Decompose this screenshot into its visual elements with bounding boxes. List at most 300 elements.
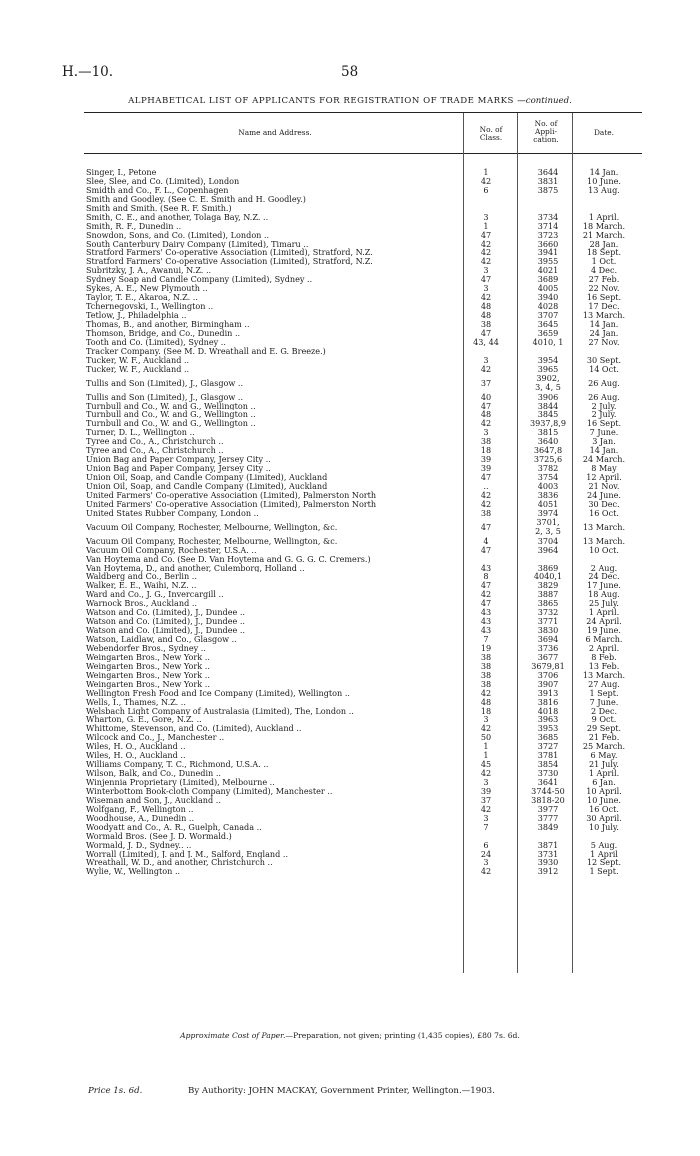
application-date: 24 Dec.	[588, 571, 620, 582]
application-number: 3677	[537, 651, 559, 662]
class-number: 3	[483, 812, 489, 823]
application-date: 17 Dec.	[588, 301, 620, 312]
class-number: 42	[480, 363, 492, 374]
application-date: 18 March.	[582, 220, 626, 231]
application-number: 3644	[537, 167, 559, 177]
application-date: 26 Aug.	[588, 391, 620, 402]
column-header-class	[466, 126, 516, 142]
class-number: 37	[480, 794, 492, 805]
class-number: 38	[480, 660, 492, 671]
class-number: 19	[480, 642, 492, 653]
applicant-name: Wilson, Balk, and Co., Dunedin ..	[86, 769, 221, 779]
applicant-name: Turner, D. L., Wellington ..	[86, 428, 195, 438]
application-number: 3782	[537, 463, 559, 474]
application-date: 27 Feb.	[588, 274, 620, 285]
applicant-name: Turnbull and Co., W. and G., Wellington ..	[86, 419, 256, 429]
application-date: 13 Aug.	[588, 184, 620, 195]
application-number	[524, 374, 572, 393]
class-number: 42	[480, 498, 492, 509]
class-number: 42	[480, 238, 492, 249]
class-number: 1	[483, 750, 489, 761]
class-number: 42	[480, 489, 492, 500]
class-number: 6	[483, 839, 489, 850]
application-number: 3845	[537, 409, 559, 420]
application-date: 14 Oct.	[589, 363, 619, 374]
class-number: 6	[483, 184, 489, 195]
application-number: 3829	[537, 580, 559, 591]
applicant-name: Union Oil, Soap, and Candle Company (Limited), Auckland	[86, 473, 328, 482]
application-number: 3714	[537, 220, 559, 231]
application-date: 13 March.	[582, 669, 626, 680]
applicant-name: Woodhouse, A., Dunedin ..	[86, 813, 195, 823]
application-date: 2 April.	[588, 642, 620, 653]
applicant-name: Tullis and Son (Limited), J., Glasgow ..	[86, 392, 244, 402]
application-date: 8 May	[591, 463, 617, 474]
table-row	[0, 186, 700, 195]
table-row	[0, 365, 700, 374]
printer-authority: By Authority: JOHN MACKAY, Government Printer, Wellington.—1903.	[188, 1086, 495, 1096]
application-number: 3871	[537, 839, 559, 850]
application-number: 3849	[537, 821, 559, 832]
application-date: 10 June.	[587, 794, 621, 805]
application-date: 24 March.	[582, 454, 626, 465]
applicant-name: Taylor, T. E., Akaroa, N.Z. ..	[86, 293, 198, 303]
application-date: 6 May.	[590, 750, 618, 761]
class-number: 3	[483, 283, 489, 294]
application-number-line: 3701,	[536, 516, 560, 527]
applicant-name: Singer, I., Petone	[86, 168, 157, 177]
applicant-name: United States Rubber Company, London ..	[86, 508, 259, 518]
applicant-name: United Farmers' Co-operative Association (Limited), Palmerston North	[86, 499, 377, 509]
application-number: 4018	[537, 705, 559, 716]
application-date: 14 Jan.	[589, 445, 619, 456]
page-title	[0, 96, 700, 106]
class-number: 48	[480, 301, 492, 312]
applicant-name: Vacuum Oil Company, Rochester, Melbourne, Wellington, &c.	[86, 521, 338, 532]
document-id: H.—10.	[62, 64, 114, 80]
class-number: 47	[480, 580, 492, 591]
application-date: 10 July.	[589, 821, 619, 832]
application-number: 3941	[537, 247, 559, 258]
application-number: 3844	[537, 400, 559, 411]
applicant-name: Vacuum Oil Company, Rochester, U.S.A. ..	[86, 545, 257, 555]
class-number: 42	[480, 687, 492, 698]
application-number: 3937,8,9	[529, 418, 567, 429]
applicant-name: Ward and Co., J. G., Invercargill ..	[86, 590, 224, 600]
application-number: 3659	[537, 327, 559, 338]
class-number: 38	[480, 651, 492, 662]
application-date: 10 April.	[586, 785, 622, 796]
class-number: 7	[483, 821, 489, 832]
application-number: 3836	[537, 489, 559, 500]
application-number: 3906	[537, 391, 559, 402]
application-number: 3965	[537, 363, 559, 374]
applicant-name: Stratford Farmers' Co-operative Association (Limited), Stratford, N.Z.	[86, 257, 373, 267]
applicant-name: Tooth and Co. (Limited), Sydney ..	[86, 337, 226, 347]
class-number: 48	[480, 696, 492, 707]
applicant-name: Williams Company, T. C., Richmond, U.S.A. ..	[86, 760, 269, 770]
application-number: 3816	[537, 696, 559, 707]
applicant-name: Winterbottom Book-cloth Company (Limited), Manchester ..	[86, 786, 333, 796]
application-number: 3954	[537, 354, 559, 365]
application-date: 28 Jan.	[589, 238, 619, 249]
applicant-name: Tyree and Co., A., Christchurch ..	[86, 446, 224, 456]
application-date: 27 Nov.	[588, 336, 620, 347]
class-header-line: No. of	[479, 125, 503, 134]
class-number: 39	[480, 463, 492, 474]
application-number: 3660	[537, 238, 559, 249]
application-date: 24 June.	[587, 489, 621, 500]
class-number: 47	[480, 274, 492, 285]
application-number: 3771	[537, 616, 559, 627]
application-number: 3875	[537, 184, 559, 195]
applicant-name: Sykes, A. E., New Plymouth ..	[86, 284, 208, 294]
class-number: 42	[480, 256, 492, 267]
applicant-name: Waldberg and Co., Berlin ..	[86, 572, 197, 582]
applicant-name: Stratford Farmers' Co-operative Association (Limited), Stratford, N.Z.	[86, 248, 373, 258]
applicant-name: Union Bag and Paper Company, Jersey City ..	[86, 464, 271, 474]
application-number: 4003	[537, 480, 559, 491]
cost-label: Approximate Cost of Paper.	[180, 1031, 286, 1040]
applicant-name: Tucker, W. F., Auckland ..	[86, 364, 190, 374]
class-number: 43, 44	[473, 336, 499, 347]
applicant-name: Union Oil, Soap, and Candle Company (Limited), Auckland	[86, 481, 328, 491]
application-date: 30 April.	[586, 812, 622, 823]
applicant-name: Wormald Bros. (See J. D. Wormald.)	[86, 831, 232, 841]
class-header-line: Class.	[479, 133, 503, 143]
class-number: 1	[483, 167, 489, 177]
applicant-name: Tracker Company. (See M. D. Wreathall and E. G. Breeze.)	[86, 346, 326, 356]
application-date: 13 March.	[582, 521, 626, 532]
application-number: 4005	[537, 283, 559, 294]
application-date: 21 Feb.	[588, 732, 620, 743]
applicant-name: Tyree and Co., A., Christchurch ..	[86, 437, 224, 447]
class-number: 47	[480, 521, 492, 532]
class-number: ..	[483, 480, 489, 491]
applicant-name: Vacuum Oil Company, Rochester, Melbourne, Wellington, &c.	[86, 536, 338, 546]
class-number: 4	[483, 535, 489, 546]
application-number: 3913	[537, 687, 559, 698]
applicant-name: Smidth and Co., F. L., Copenhagen	[86, 185, 229, 195]
application-number: 3689	[537, 274, 559, 285]
applicant-name: South Canterbury Dairy Company (Limited), Timaru ..	[86, 239, 309, 249]
class-number: 42	[480, 589, 492, 600]
application-date: 30 Dec.	[588, 498, 620, 509]
application-date: 2 July.	[591, 400, 617, 411]
application-date: 17 June.	[587, 580, 621, 591]
application-number: 3869	[537, 562, 559, 573]
applicant-name: Weingarten Bros., New York ..	[86, 652, 210, 662]
application-date: 14 Jan.	[589, 318, 619, 329]
table-top-rule	[84, 112, 642, 113]
application-number: 3706	[537, 669, 559, 680]
cost-note	[0, 1031, 700, 1040]
application-date: 5 Aug.	[590, 839, 618, 850]
application-number: 3734	[537, 211, 559, 222]
application-date: 29 Sept.	[586, 723, 622, 734]
application-number: 3645	[537, 318, 559, 329]
application-date: 8 Feb.	[591, 651, 617, 662]
application-number: 3854	[537, 759, 559, 770]
class-number: 42	[480, 418, 492, 429]
application-number: 3940	[537, 292, 559, 303]
title-suffix: —continued.	[517, 96, 572, 106]
application-date: 13 March.	[582, 310, 626, 320]
applicant-name: Wharton, G. E., Gore, N.Z. ..	[86, 715, 202, 725]
applicant-name: Wreathall, W. D., and another, Christchurch ..	[86, 858, 273, 868]
class-number: 43	[480, 625, 492, 636]
table-row	[0, 546, 700, 555]
application-date: 1 Sept.	[589, 687, 619, 698]
applicant-name: Tullis and Son (Limited), J., Glasgow ..	[86, 377, 244, 388]
application-date: 25 July.	[589, 598, 619, 609]
application-number: 3685	[537, 732, 559, 743]
app-header-line: No. of	[534, 119, 558, 128]
applicant-name: Watson and Co. (Limited), J., Dundee ..	[86, 608, 246, 618]
application-number-line: 3902,	[536, 372, 560, 383]
applicant-name: Watson and Co. (Limited), J., Dundee ..	[86, 626, 246, 636]
applicant-name: Union Bag and Paper Company, Jersey City ..	[86, 455, 271, 465]
applicant-name: Wells, I., Thames, N.Z. ..	[86, 697, 186, 707]
applicant-name: Turnbull and Co., W. and G., Wellington ..	[86, 401, 256, 411]
application-date: 1 April.	[588, 768, 620, 779]
class-number: 50	[480, 732, 492, 743]
class-number: 3	[483, 211, 489, 222]
class-number: 42	[480, 247, 492, 258]
applicant-name: Whittome, Stevenson, and Co. (Limited), Auckland ..	[86, 724, 302, 734]
footer	[88, 1086, 495, 1096]
applicant-name: Tchernegovski, I., Wellington ..	[86, 302, 214, 312]
application-number: 3704	[537, 535, 559, 546]
application-number: 3955	[537, 256, 559, 267]
applicant-name: Welsbach Light Company of Australasia (Limited), The, London ..	[86, 706, 354, 716]
applicant-name: Wiles, H. O., Auckland ..	[86, 751, 186, 761]
application-number: 3647,8	[533, 445, 563, 456]
application-date: 19 June.	[587, 625, 621, 636]
class-number: 47	[480, 327, 492, 338]
applicant-name: Smith, C. E., and another, Tolaga Bay, N.Z. ..	[86, 212, 269, 222]
application-number: 3963	[537, 714, 559, 725]
header-bottom-rule	[84, 153, 642, 154]
application-number	[524, 518, 572, 537]
application-date: 10 June.	[587, 175, 621, 186]
class-number: 43	[480, 607, 492, 618]
application-number: 3830	[537, 625, 559, 636]
price: Price 1s. 6d.	[88, 1086, 143, 1096]
applicant-name: Winjennia Proprietary (Limited), Melbourne ..	[86, 778, 275, 787]
class-number: 42	[480, 292, 492, 303]
class-number: 42	[480, 175, 492, 186]
application-date: 12 April.	[586, 472, 622, 482]
applicant-name: Sydney Soap and Candle Company (Limited), Sydney ..	[86, 275, 313, 285]
applicant-name: Wormald, J. D., Sydney.. ..	[86, 840, 192, 850]
application-number: 3907	[537, 678, 559, 689]
application-date: 1 Sept.	[589, 866, 619, 877]
cost-text: —Preparation, not given; printing (1,435 copies), £80 7s. 6d.	[285, 1031, 520, 1040]
application-date: 21 Nov.	[588, 480, 620, 491]
applicant-name: Tetlow, J., Philadelphia ..	[86, 311, 187, 320]
application-number: 3865	[537, 598, 559, 609]
class-number: 38	[480, 318, 492, 329]
application-number: 3818-20	[531, 794, 565, 805]
class-number: 18	[480, 445, 492, 456]
applicant-name: Watson and Co. (Limited), J., Dundee ..	[86, 617, 246, 627]
application-date: 6 March.	[585, 634, 623, 644]
applicant-name: Thomas, B., and another, Birmingham ..	[86, 319, 250, 329]
application-number: 3730	[537, 768, 559, 779]
application-number: 3723	[537, 229, 559, 240]
column-header-date: Date.	[593, 128, 615, 137]
applicant-name: Van Hoytema and Co. (See D. Van Hoytema and G. G. G. C. Cremers.)	[86, 554, 371, 564]
application-number: 3930	[537, 857, 559, 868]
class-number: 47	[480, 598, 492, 609]
application-date: 24 Jan.	[589, 327, 619, 338]
application-date: 18 Sept.	[586, 247, 622, 258]
applicant-name: Wolfgang, F., Wellington ..	[86, 804, 194, 814]
application-number: 3744-50	[531, 785, 565, 796]
class-number: 3	[483, 354, 489, 365]
application-date: 3 Jan.	[592, 436, 616, 447]
applicant-name: Smith and Goodley. (See C. E. Smith and H. Goodley.)	[86, 194, 306, 204]
class-number: 24	[480, 848, 492, 859]
applicant-name: Warnock Bros., Auckland ..	[86, 599, 197, 609]
application-date: 1 April	[590, 848, 618, 859]
application-date: 18 Aug.	[588, 589, 620, 600]
applicant-name: Turnbull and Co., W. and G., Wellington ..	[86, 410, 256, 420]
class-number: 38	[480, 436, 492, 447]
class-number: 38	[480, 678, 492, 689]
class-number: 3	[483, 857, 489, 868]
class-number: 18	[480, 705, 492, 716]
application-date: 13 March.	[582, 535, 626, 546]
page-number: 58	[341, 64, 359, 80]
application-number: 3953	[537, 723, 559, 734]
applicant-name: Smith, R. F., Dunedin ..	[86, 221, 182, 231]
class-number: 37	[480, 377, 492, 388]
applicant-name: Woodyatt and Co., A. R., Guelph, Canada ..	[86, 822, 262, 832]
applicant-name: Wilcock and Co., J., Manchester ..	[86, 733, 225, 743]
application-date: 4 Dec.	[590, 265, 618, 276]
class-number: 42	[480, 866, 492, 877]
class-number: 43	[480, 616, 492, 627]
class-number: 47	[480, 544, 492, 555]
application-date: 16 Sept.	[586, 418, 622, 429]
table-row	[0, 338, 700, 347]
class-number: 39	[480, 454, 492, 465]
application-number: 3912	[537, 866, 559, 877]
application-date: 14 Jan.	[589, 167, 619, 177]
class-number: 43	[480, 562, 492, 573]
application-number: 3694	[537, 634, 559, 644]
table-row	[0, 509, 700, 518]
class-number: 48	[480, 409, 492, 420]
applicant-name: Wellington Fresh Food and Ice Company (Limited), Wellington ..	[86, 688, 350, 698]
application-number: 3964	[537, 544, 559, 555]
class-number: 1	[483, 220, 489, 231]
application-date: 27 Aug.	[588, 678, 620, 689]
class-number: 3	[483, 265, 489, 276]
application-number: 3815	[537, 427, 559, 438]
application-number: 3707	[537, 310, 559, 320]
application-date: 12 Sept.	[586, 857, 622, 868]
applicant-name: Weingarten Bros., New York ..	[86, 670, 210, 680]
applicant-list	[0, 168, 700, 876]
table-row	[0, 195, 700, 204]
applicant-name: Webendorfer Bros., Sydney ..	[86, 643, 206, 653]
applicant-name: Wylie, W., Wellington ..	[86, 867, 181, 877]
application-number: 3727	[537, 741, 559, 752]
applicant-name: Van Hoytema, D., and another, Culemborg, Holland ..	[86, 563, 305, 573]
application-date: 2 July.	[591, 409, 617, 420]
class-number: 42	[480, 768, 492, 779]
application-date: 21 March.	[582, 229, 626, 240]
application-number: 4028	[537, 301, 559, 312]
title-text: ALPHABETICAL LIST OF APPLICANTS FOR REGISTRATION OF TRADE MARKS	[128, 96, 514, 106]
application-number: 3754	[537, 472, 559, 482]
table-row	[0, 518, 700, 537]
applicant-name: Slee, Slee, and Co. (Limited), London	[86, 176, 240, 186]
application-date: 1 April.	[588, 607, 620, 618]
application-number: 4051	[537, 498, 559, 509]
application-number: 3887	[537, 589, 559, 600]
application-number: 3831	[537, 175, 559, 186]
application-date: 2 Dec.	[590, 705, 618, 716]
app-header-line: cation.	[533, 135, 559, 145]
applicant-name: Worrall (Limited), J. and J. M., Salford, England ..	[86, 849, 289, 859]
application-number: 4021	[537, 265, 559, 276]
application-date: 26 Aug.	[588, 377, 620, 388]
application-number: 3736	[537, 642, 559, 653]
application-number: 3732	[537, 607, 559, 618]
applicant-name: Walker, E. E., Waihi, N.Z. ..	[86, 581, 197, 591]
applicant-name: United Farmers' Co-operative Association (Limited), Palmerston North	[86, 490, 377, 500]
applicant-name: Weingarten Bros., New York ..	[86, 679, 210, 689]
application-date: 16 Sept.	[586, 292, 622, 303]
class-number: 39	[480, 785, 492, 796]
class-number: 48	[480, 310, 492, 320]
application-date: 6 Jan.	[592, 777, 616, 787]
application-number: 3781	[537, 750, 559, 761]
class-number: 3	[483, 777, 489, 787]
class-number: 45	[480, 759, 492, 770]
application-date: 24 April.	[586, 616, 622, 627]
class-number: 47	[480, 400, 492, 411]
application-date: 16 Oct.	[589, 803, 619, 814]
application-number-line: 3, 4, 5	[535, 382, 561, 393]
table-row	[0, 374, 700, 393]
class-number: 1	[483, 741, 489, 752]
class-number: 38	[480, 669, 492, 680]
applicant-name: Weingarten Bros., New York ..	[86, 661, 210, 671]
class-number: 3	[483, 427, 489, 438]
application-date: 10 Oct.	[589, 544, 619, 555]
application-date: 1 April.	[588, 211, 620, 222]
applicant-name: Watson, Laidlaw, and Co., Glasgow ..	[86, 635, 237, 644]
application-number: 3777	[537, 812, 559, 823]
application-date: 13 Feb.	[588, 660, 620, 671]
applicant-name: Tucker, W. F., Auckland ..	[86, 355, 190, 365]
applicant-name: Thomson, Bridge, and Co., Dunedin ..	[86, 328, 241, 338]
class-number: 47	[480, 229, 492, 240]
applicant-name: Wiles, H. O., Auckland ..	[86, 742, 186, 752]
applicant-name: Smith and Smith. (See R. F. Smith.)	[86, 203, 232, 213]
column-header-application	[520, 120, 572, 145]
application-date: 16 Oct.	[589, 507, 619, 518]
applicant-name: Snowdon, Sons, and Co. (Limited), London ..	[86, 230, 270, 240]
class-number: 8	[483, 571, 489, 582]
app-header-line: Appli-	[534, 127, 558, 137]
application-date: 30 Sept.	[586, 354, 622, 365]
